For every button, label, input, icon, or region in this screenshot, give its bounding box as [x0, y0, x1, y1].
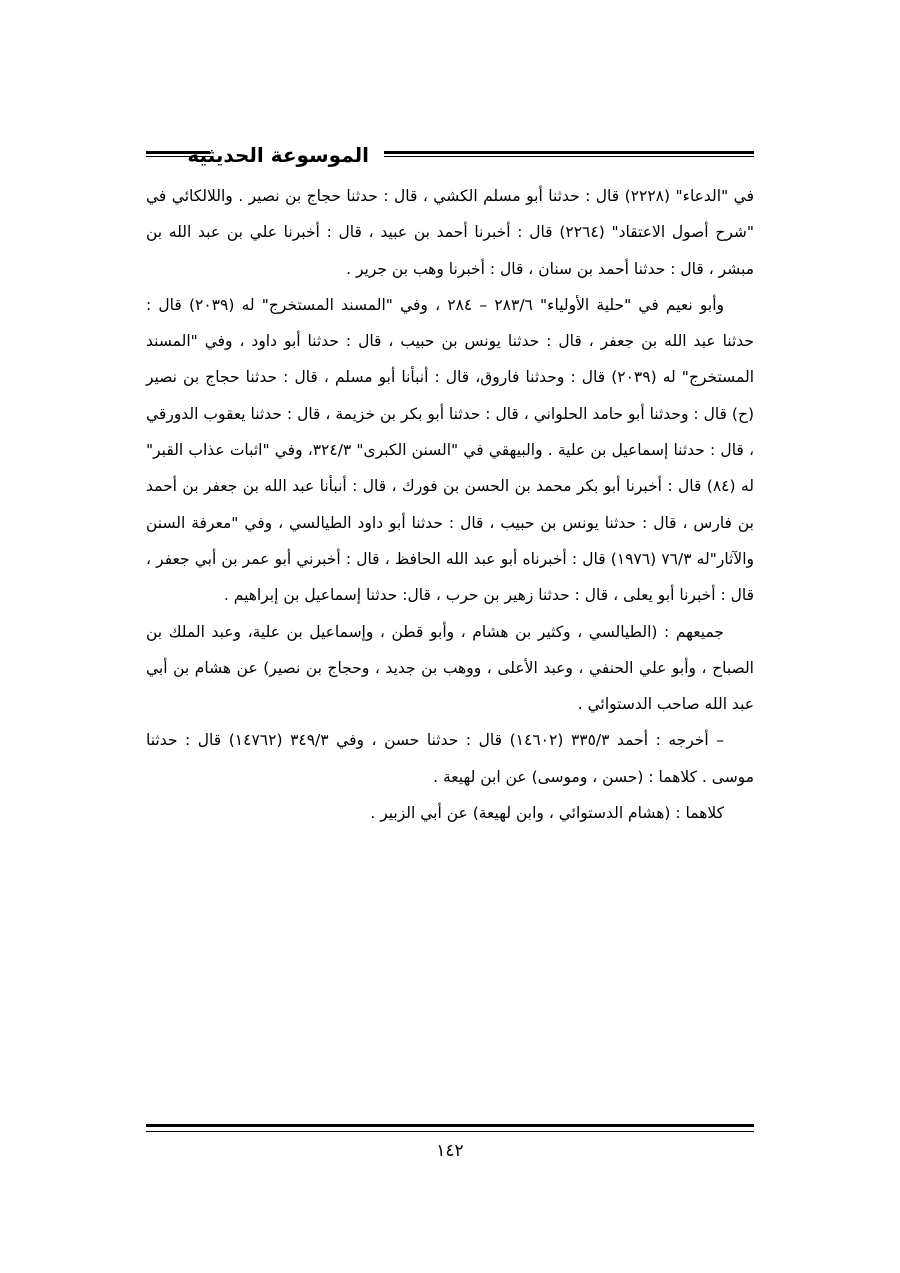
- footer-rule: [146, 1124, 754, 1132]
- header-rule-right: [384, 151, 754, 157]
- page-header: [146, 140, 754, 174]
- page-number: ١٤٢: [436, 1141, 464, 1161]
- paragraph-1: في "الدعاء" (٢٢٢٨) قال : حدثنا أبو مسلم الكشي ، قال : حدثنا حجاج بن نصير . واللالكائي في "شرح أصول الاعتقاد" (٢٢٦٤) قال : أخبرنا أحمد بن عبيد ، قال : أخبرنا علي بن عبد الله بن مبشر ، قال : حدثنا أحمد بن سنان ، قال : أخبرنا وهب بن جرير .: [146, 187, 754, 278]
- paragraph-5: كلاهما : (هشام الدستوائي ، وابن لهيعة) عن أبي الزبير .: [370, 804, 724, 823]
- page-body: [146, 178, 754, 831]
- paragraph-4: – أخرجه : أحمد ٣٣٥/٣ (١٤٦٠٢) قال : حدثنا حسن ، وفي ٣٤٩/٣ (١٤٧٦٢) قال : حدثنا موسى . كلاهما : (حسن ، وموسى) عن ابن لهيعة .: [146, 731, 754, 786]
- paragraph-3: جميعهم : (الطيالسي ، وكثير بن هشام ، وأبو قطن ، وإسماعيل بن علية، وعبد الملك بن الصباح ، وأبو علي الحنفي ، وعبد الأعلى ، ووهب بن جديد ، وحجاج بن نصير) عن هشام بن أبي عبد الله صاحب الدستوائي .: [146, 622, 754, 714]
- header-rule-left: [146, 151, 210, 157]
- paragraph-2: وأبو نعيم في "حلية الأولياء" ٢٨٣/٦ – ٢٨٤ ، وفي "المسند المستخرج" له (٢٠٣٩) قال : حدثنا عبد الله بن جعفر ، قال : حدثنا يونس بن حبيب ، قال : حدثنا أبو داود ، وفي "المسند المستخرج" له (٢٠٣٩) قال : وحدثنا فاروق، قال : أنبأنا أبو مسلم ، قال : حدثنا حجاج بن نصير (ح) قال : وحدثنا أبو حامد الحلواني ، قال : حدثنا أبو بكر بن خزيمة ، قال : حدثنا يعقوب الدورقي ، قال : حدثنا إسماعيل بن علية . والبيهقي في "السنن الكبرى" ٣٢٤/٣، وفي "اثبات عذاب القبر" له (٨٤) قال : أخبرنا أبو بكر محمد بن الحسن بن فورك ، قال : أنبأنا عبد الله بن جعفر بن أحمد بن فارس ، قال : حدثنا يونس بن حبيب ، قال : حدثنا أبو داود الطيالسي ، وفي "معرفة السنن والآثار"له ٧٦/٣ (١٩٧٦) قال : أخبرناه أبو عبد الله الحافظ ، قال : أخبرني أبو عمر بن أبي جعفر ، قال : أخبرنا أبو يعلى ، قال : حدثنا زهير بن حرب ، قال: حدثنا إسماعيل بن إبراهيم .: [146, 295, 754, 605]
- page-title: الموسوعة الحديثية: [187, 143, 369, 167]
